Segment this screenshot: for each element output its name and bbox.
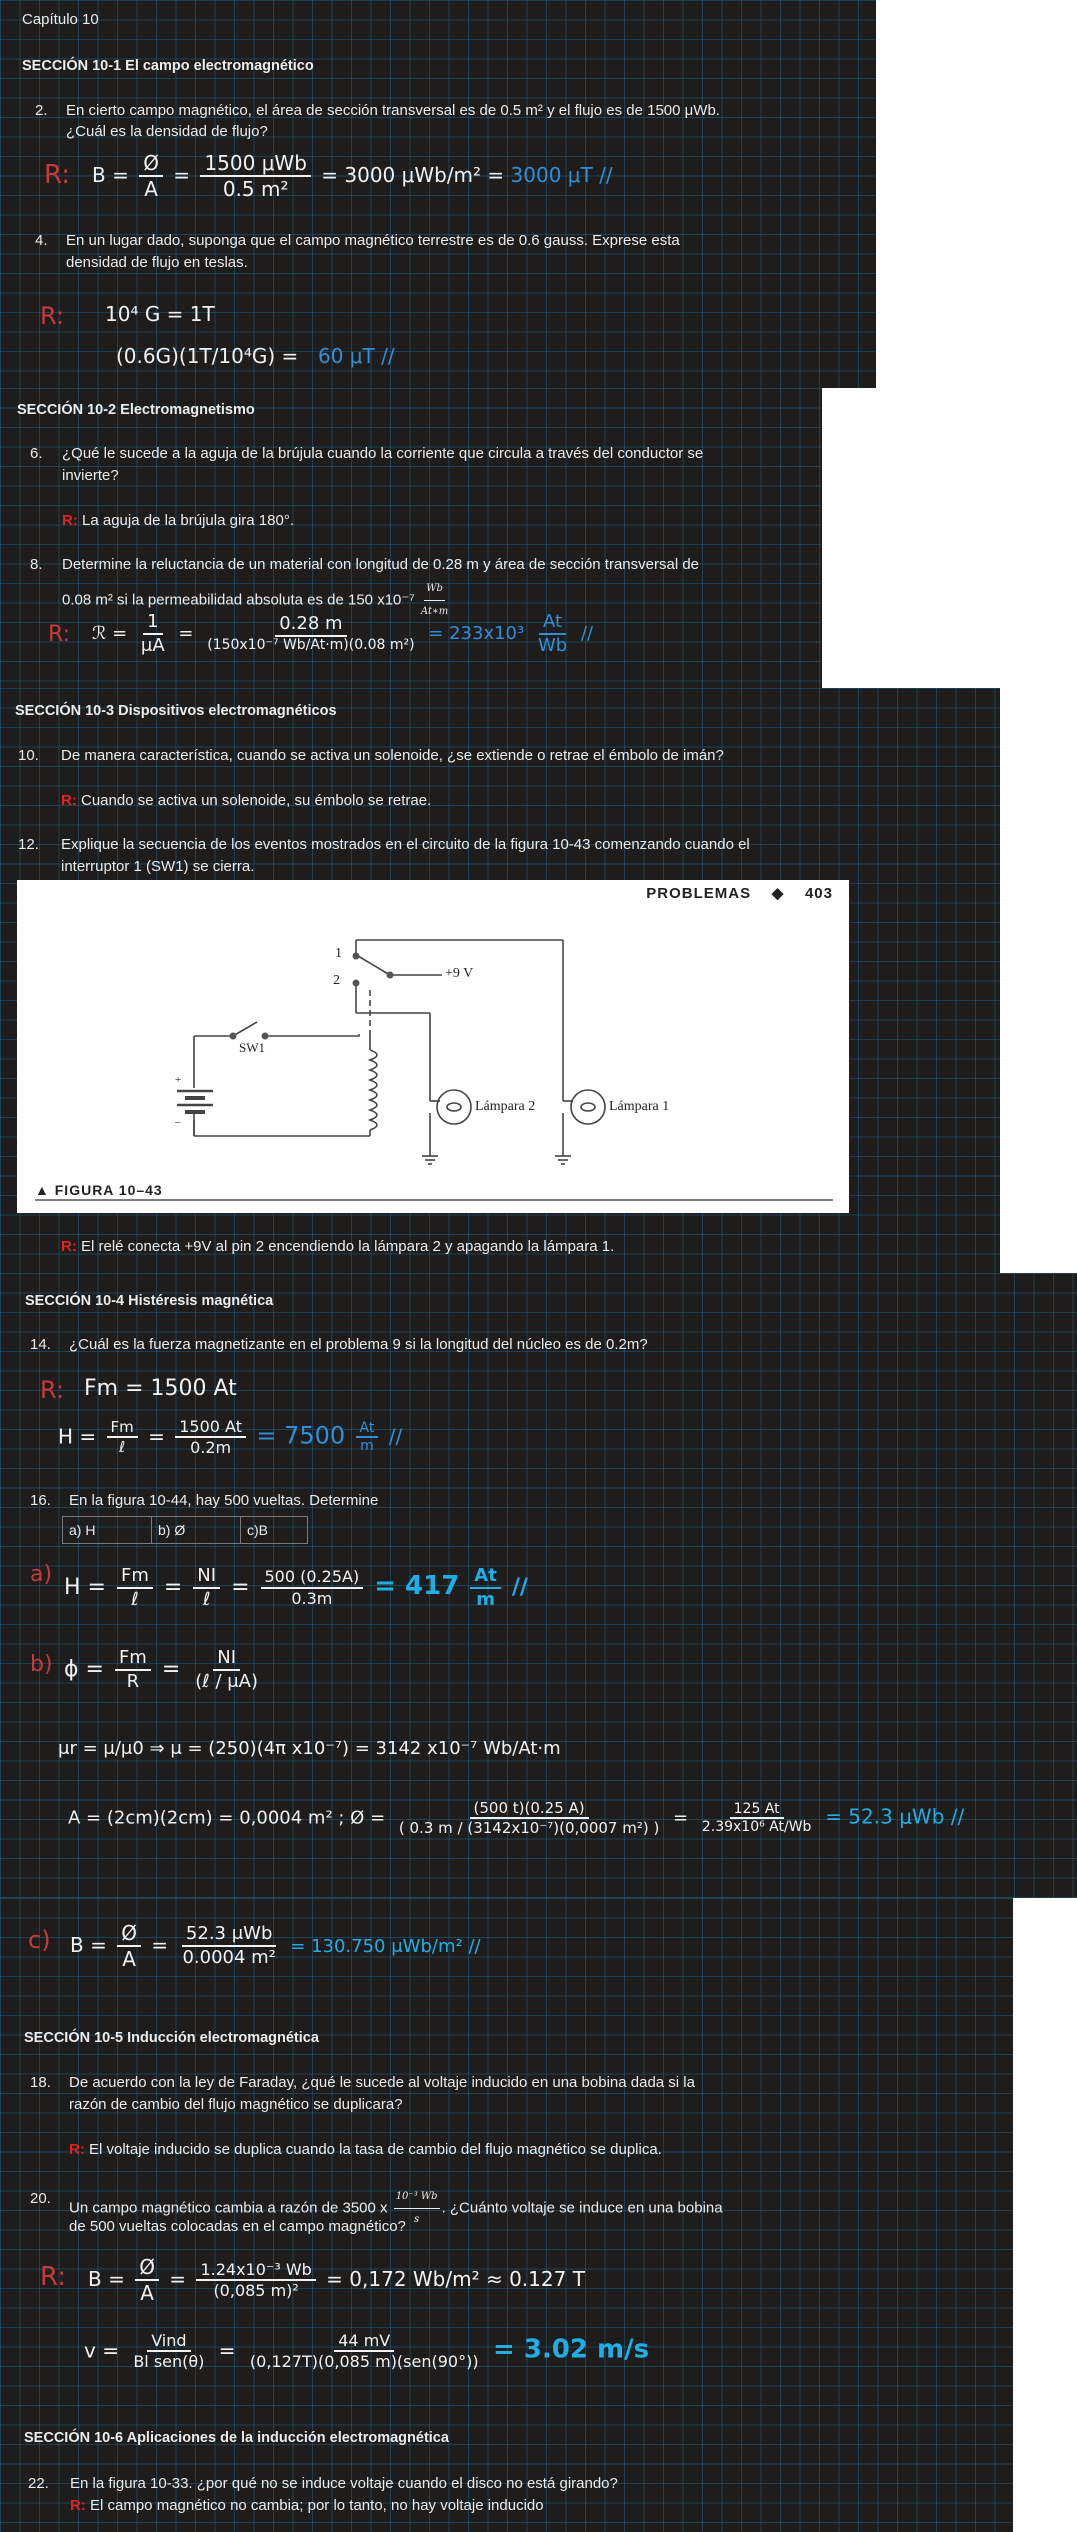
handwritten-equation: v = $\frac{\text{Vind}}{\text{Bl sen(θ)}}$ = $\frac{44 mV}{\text{(0,127T)(0,085 m)(sen(90°))}}$ = 3.02 m/s (84, 2331, 650, 2372)
handwritten-equation: B = $\frac{Ø}{A}$ = $\frac{\text{52.3 μWb}}{\text{0.0004 m²}}$ = 130.750 μWb/m² // (70, 1921, 481, 1971)
problem-text: de 500 vueltas colocadas en el campo magnético? (69, 2218, 406, 2235)
problem-number: 20. (30, 2190, 51, 2207)
part-label: c) (28, 1926, 51, 1954)
option-cell: a) H (63, 1517, 152, 1544)
handwritten-equation: H = $\frac{Fm}{\text{ℓ}}$ = $\frac{1500 At}{0.2m}$ = 7500 $\frac{At}{m}$ // (58, 1417, 403, 1458)
battery-plus-label: + (175, 1074, 182, 1086)
answer-prefix-handwritten: R: (40, 302, 65, 330)
problem-text: 0.08 m² si la permeabilidad absoluta es de 150 x10⁻⁷ $\frac{Wb}{At∗m}$ (62, 578, 450, 623)
handwritten-line: 10⁴ G = 1T (105, 302, 215, 326)
answer: R: La aguja de la brújula gira 180°. (62, 512, 294, 529)
problem-number: 2. (35, 102, 48, 119)
problem-number: 6. (30, 445, 43, 462)
answer-prefix-handwritten: R: (40, 2262, 67, 2292)
option-cell: b) Ø (152, 1517, 241, 1544)
problem-text: razón de cambio del flujo magnético se duplicara? (69, 2096, 403, 2113)
lamp1-label: Lámpara 1 (609, 1099, 670, 1114)
supply-label: +9 V (445, 966, 474, 981)
handwritten-equation: B = $\frac{Ø}{A}$ = $\frac{\text{1500 μWb}}{\text{0.5 m²}}$ = 3000 μWb/m² = 3000 μT // (92, 151, 613, 201)
handwritten-equation: H = $\frac{Fm}{\text{ℓ}}$ = $\frac{NI}{\text{ℓ}}$ = $\frac{500 (0.25A)}{0.3m}$ = 417 $\frac{At}{m}$ // (64, 1565, 528, 1610)
pin2-label: 2 (333, 973, 340, 988)
handwritten-result: 60 μT // (318, 344, 395, 368)
relay-circuit-diagram (17, 880, 849, 1213)
answer-prefix-handwritten: R: (48, 622, 71, 647)
problem-text: Explique la secuencia de los eventos mostrados en el circuito de la figura 10-43 comenzando cuando el (61, 836, 750, 853)
answer: R: El relé conecta +9V al pin 2 encendiendo la lámpara 2 y apagando la lámpara 1. (61, 1238, 615, 1255)
problem-number: 14. (30, 1336, 51, 1353)
problem-number: 18. (30, 2074, 51, 2091)
problem-text: En cierto campo magnético, el área de sección transversal es de 0.5 m² y el flujo es de 1500 μWb. (66, 102, 720, 119)
answer: R: El campo magnético no cambia; por lo tanto, no hay voltaje inducido (70, 2497, 544, 2514)
figure-caption: ▲ FIGURA 10–43 (35, 1182, 163, 1198)
section-heading: SECCIÓN 10-3 Dispositivos electromagnéticos (15, 703, 337, 719)
chapter-title: Capítulo 10 (22, 11, 99, 28)
problem-text: invierte? (62, 467, 119, 484)
problem-text: densidad de flujo en teslas. (66, 254, 248, 271)
problem-text: De acuerdo con la ley de Faraday, ¿qué le sucede al voltaje inducido en una bobina dada si la (69, 2074, 695, 2091)
switch-label: SW1 (239, 1040, 265, 1055)
problem-text: En un lugar dado, suponga que el campo magnético terrestre es de 0.6 gauss. Exprese esta (66, 232, 680, 249)
answer-prefix-handwritten: R: (44, 160, 71, 190)
handwritten-line: (0.6G)(1T/10⁴G) = (116, 344, 299, 368)
lamp2-label: Lámpara 2 (475, 1099, 536, 1114)
handwritten-equation: A = (2cm)(2cm) = 0,0004 m² ; Ø = $\frac{(500 t)(0.25 A)}{\text{( 0.3 m / (3142x10⁻⁷)(0,0007 m²) )}}$ = $\frac{125 At}{\text{2.39x10⁶ At/Wb}}$ = 52.3 μWb // (68, 1799, 965, 1838)
problem-text: ¿Qué le sucede a la aguja de la brújula cuando la corriente que circula a través del conductor se (62, 445, 704, 462)
answer: R: El voltaje inducido se duplica cuando la tasa de cambio del flujo magnético se duplica. (69, 2141, 662, 2158)
answer-prefix-handwritten: R: (40, 1376, 65, 1404)
problem-text: ¿Cuál es la densidad de flujo? (66, 123, 268, 140)
problem-text: interruptor 1 (SW1) se cierra. (61, 858, 255, 875)
section-heading: SECCIÓN 10-1 El campo electromagnético (22, 58, 314, 74)
section-heading: SECCIÓN 10-5 Inducción electromagnética (24, 2030, 319, 2046)
handwritten-equation: ℛ = $\frac{1}{\mu A}$ = $\frac{0.28 m}{\text{(150x10⁻⁷ Wb/At·m)(0.08 m²)}}$ = 233x10³ $\frac{At}{Wb}$ // (92, 611, 594, 656)
part-label: b) (30, 1652, 53, 1677)
handwritten-result: 3000 μT // (510, 163, 613, 187)
handwritten-line: μr = μ/μ0 ⇒ μ = (250)(4π x10⁻⁷) = 3142 x10⁻⁷ Wb/At·m (58, 1738, 561, 1759)
options-table (62, 1516, 308, 1544)
problem-text: En la figura 10-44, hay 500 vueltas. Determine (69, 1492, 379, 1509)
problem-number: 16. (30, 1492, 51, 1509)
problem-number: 8. (30, 556, 43, 573)
problem-text: De manera característica, cuando se activa un solenoide, ¿se extiende o retrae el émbolo de imán? (61, 747, 724, 764)
section-heading: SECCIÓN 10-4 Histéresis magnética (25, 1293, 274, 1309)
problem-number: 10. (18, 747, 39, 764)
problem-number: 22. (28, 2475, 49, 2492)
handwritten-equation: ϕ = $\frac{Fm}{R}$ = $\frac{NI}{\text{(ℓ / μA)}}$ (64, 1647, 259, 1692)
problem-text: Determine la reluctancia de un material con longitud de 0.28 m y área de sección transversal de (62, 556, 700, 573)
part-label: a) (30, 1562, 53, 1587)
section-heading: SECCIÓN 10-2 Electromagnetismo (17, 402, 255, 418)
handwritten-line: Fm = 1500 At (84, 1376, 237, 1401)
handwritten-equation: B = $\frac{Ø}{A}$ = $\frac{\text{1.24x10⁻³ Wb}}{\text{(0,085 m)²}}$ = 0,172 Wb/m² ≈ 0.127 T (88, 2255, 585, 2305)
problem-text: En la figura 10-33. ¿por qué no se induce voltaje cuando el disco no está girando? (70, 2475, 618, 2492)
battery-minus-label: – (175, 1116, 181, 1128)
figure-header: PROBLEMAS ◆ 403 (646, 885, 833, 902)
problem-number: 4. (35, 232, 48, 249)
problem-text: ¿Cuál es la fuerza magnetizante en el problema 9 si la longitud del núcleo es de 0.2m? (69, 1336, 648, 1353)
pin1-label: 1 (335, 946, 342, 961)
circuit-figure (17, 880, 849, 1213)
answer: R: Cuando se activa un solenoide, su émbolo se retrae. (61, 792, 432, 809)
section-heading: SECCIÓN 10-6 Aplicaciones de la inducción electromagnética (24, 2430, 449, 2446)
option-cell: c)B (241, 1517, 308, 1544)
problem-text: Un campo magnético cambia a razón de 3500 x $\frac{\text{10⁻³ Wb}}{s}$ . ¿Cuánto voltaje se induce en una bobina (69, 2186, 723, 2231)
problem-number: 12. (18, 836, 39, 853)
